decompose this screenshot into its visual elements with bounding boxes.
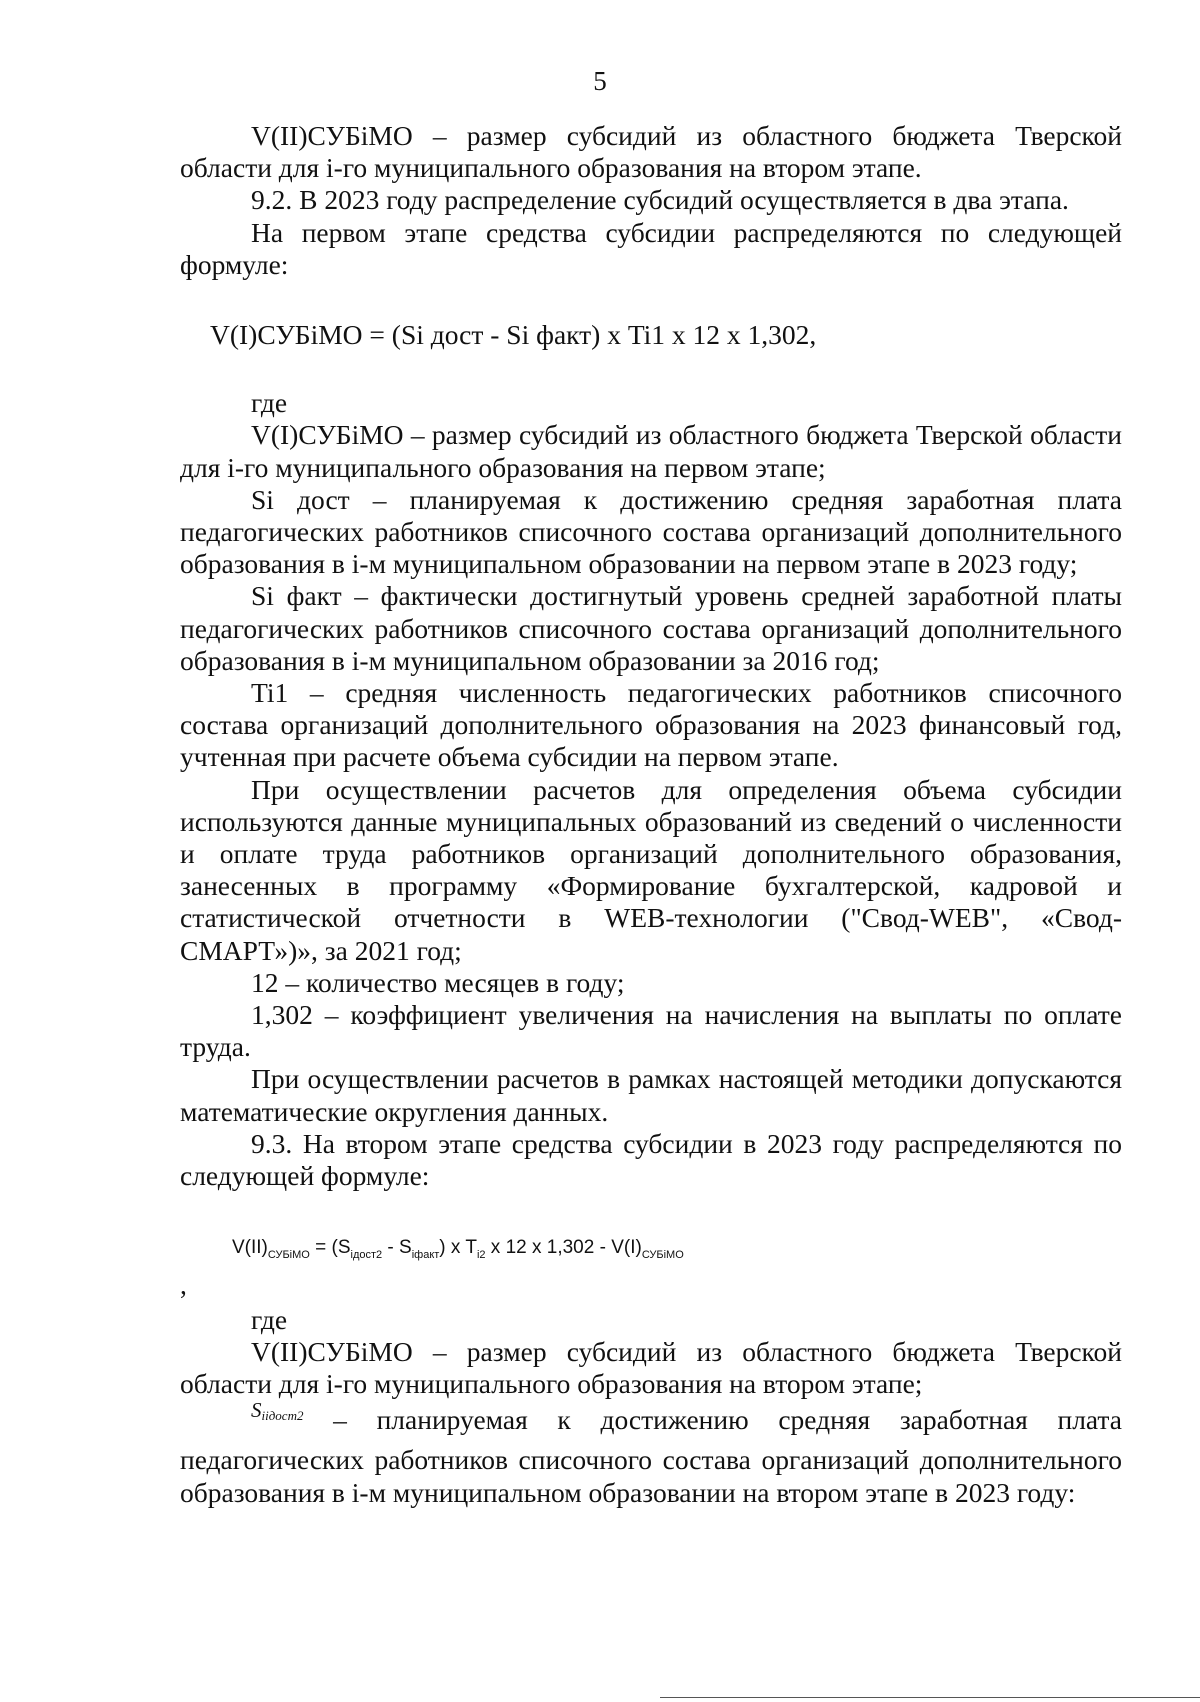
formula2-lhs: V(II) bbox=[232, 1237, 268, 1259]
paragraph-9-2: 9.2. В 2023 году распределение субсидий осуществляется в два этапа. bbox=[251, 184, 1069, 216]
formula2-eq-open: = (S bbox=[309, 1237, 351, 1259]
paragraph-v1-definition: V(I)СУБiМО – размер субсидий из областного бюджета Тверской области для i-го муниципального образования на первом этапе; bbox=[180, 419, 1122, 483]
paragraph-si-dost-definition: Si дост – планируемая к достижению средняя заработная плата педагогических работников списочного состава организаций дополнительного образования в i-м муниципальном образовании на первом этапе в 2023 году; bbox=[180, 483, 1122, 580]
si-idost2-symbol bbox=[251, 1398, 303, 1422]
si-idost2-symbol-letter: S bbox=[251, 1398, 262, 1423]
paragraph-v2-definition: V(II)СУБiМО – размер субсидий из областного бюджета Тверской области для i-го муниципального образования на втором этапе. bbox=[180, 120, 1122, 184]
paragraph-months: 12 – количество месяцев в году; bbox=[251, 966, 625, 998]
paragraph-first-stage-intro: На первом этапе средства субсидии распределяются по следующей формуле: bbox=[180, 216, 1122, 280]
paragraph-si-fakt-definition: Si факт – фактически достигнутый уровень средней заработной платы педагогических работников списочного состава организаций дополнительного образования в i-м муниципальном образовании за 2016 год; bbox=[180, 580, 1122, 676]
page-number: 5 bbox=[593, 66, 607, 96]
formula-first-stage: V(I)СУБiМО = (Si дост - Si факт) х Ti1 х 12 х 1,302, bbox=[210, 319, 817, 351]
document-body bbox=[180, 120, 1122, 1509]
formula2-rest-subscript: СУБiМО bbox=[641, 1249, 684, 1262]
paragraph-si-idost2-definition bbox=[180, 1398, 1122, 1509]
formula2-comma: , bbox=[180, 1268, 187, 1300]
si-idost2-symbol-subscript: iiдост2 bbox=[261, 1408, 304, 1424]
paragraph-9-3: 9.3. На втором этапе средства субсидии в 2023 году распределяются по следующей формуле: bbox=[180, 1127, 1122, 1192]
formula2-rest: x 12 x 1,302 - V(I) bbox=[485, 1237, 642, 1259]
paragraph-rounding: При осуществлении расчетов в рамках настоящей методики допускаются математические округления данных. bbox=[180, 1063, 1122, 1127]
formula2-s1-subscript: iдост2 bbox=[350, 1249, 383, 1262]
where-label-2: где bbox=[251, 1303, 288, 1335]
formula2-times-t: ) x T bbox=[439, 1237, 477, 1259]
formula-second-stage bbox=[180, 1232, 1122, 1271]
bottom-edge-line bbox=[660, 1697, 1200, 1698]
paragraph-coefficient: 1,302 – коэффициент увеличения на начисления на выплаты по оплате труда. bbox=[180, 999, 1122, 1063]
formula2-lhs-subscript: СУБiМО bbox=[267, 1249, 310, 1262]
paragraph-v2-definition-second: V(II)СУБiМО – размер субсидий из областного бюджета Тверской области для i-го муниципального образования на втором этапе; bbox=[180, 1335, 1122, 1399]
formula2-t-subscript: i2 bbox=[476, 1249, 486, 1262]
paragraph-data-source: При осуществлении расчетов для определения объема субсидии используются данные муниципальных образований из сведений о численности и оплате труда работников организаций дополнительного образования, занесенных в программу «Формирование бухгалтерской, кадровой и статистической отчетности в WEB-технологии ("Свод-WEB", «Свод-СМАРТ»)», за 2021 год; bbox=[180, 773, 1122, 966]
si-idost2-definition-text: – планируемая к достижению средняя заработная плата педагогических работников списочного состава организаций дополнительного образования в i-м муниципальном образовании на втором этапе в 2023 году: bbox=[180, 1404, 1122, 1508]
where-label-1: где bbox=[251, 387, 288, 419]
paragraph-ti1-definition: Ti1 – средняя численность педагогических работников списочного состава организаций дополнительного образования на 2023 финансовый год, учтенная при расчете объема субсидии на первом этапе. bbox=[180, 677, 1122, 773]
formula2-s2-subscript: iфакт bbox=[411, 1249, 440, 1262]
formula2-minus: - S bbox=[382, 1237, 412, 1259]
